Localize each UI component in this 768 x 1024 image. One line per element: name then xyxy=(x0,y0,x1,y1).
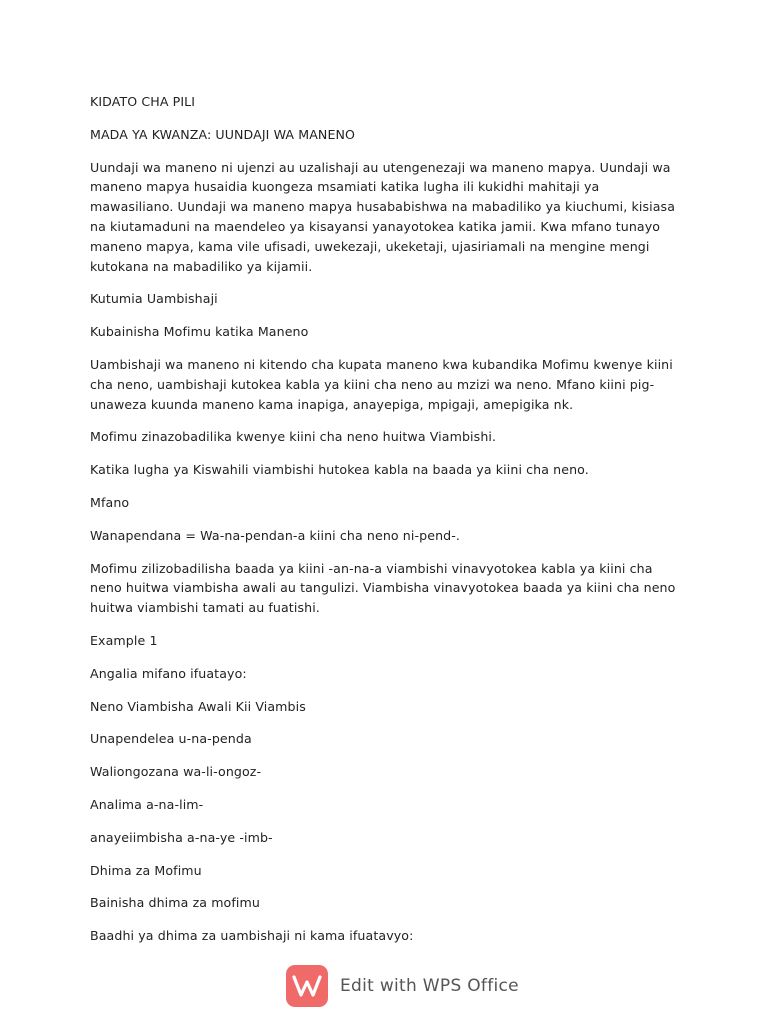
paragraph-prefix-suffix: Mofimu zilizobadilisha baada ya kiini -an-na-a viambishi vinavyotokea kabla ya kiini cha neno huitwa viambisha awali au tangulizi. Viambisha vinavyotokea baada ya kiini cha neno huitwa viambishi tamati au fuatishi. xyxy=(90,560,676,616)
table-header-line: Neno Viambisha Awali Kii Viambis xyxy=(90,698,306,714)
subheading-functions: Dhima za Mofimu xyxy=(90,862,202,878)
label-example-1: Example 1 xyxy=(90,632,158,648)
label-example: Mfano xyxy=(90,494,130,510)
wps-edit-label[interactable]: Edit with WPS Office xyxy=(340,976,519,996)
paragraph-affix-position: Katika lugha ya Kiswahili viambishi hutokea kabla na baada ya kiini cha neno. xyxy=(90,462,589,478)
subheading-morphemes: Kubainisha Mofimu katika Maneno xyxy=(90,324,309,340)
example-line: Wanapendana = Wa-na-pendan-a kiini cha neno ni-pend-. xyxy=(90,527,461,543)
subheading-affixation: Kutumia Uambishaji xyxy=(90,291,218,307)
heading-topic: MADA YA KWANZA: UUNDAJI WA MANENO xyxy=(90,126,356,142)
example-row: Analima a-na-lim- xyxy=(90,796,204,812)
paragraph-affixes-definition: Mofimu zinazobadilika kwenye kiini cha neno huitwa Viambishi. xyxy=(90,429,497,445)
paragraph-intro: Uundaji wa maneno ni ujenzi au uzalishaji au utengenezaji wa maneno mapya. Uundaji wa maneno mapya husaidia kuongeza msamiati katika lugha ili kukidhi mahitaji ya mawasiliano. Uundaji wa maneno mapya husababishwa na mabadiliko ya kiuchumi, kisiasa na kiutamaduni na maendeleo ya kisayansi yanayotokea katika jamii. Kwa mfano tunayo maneno mapya, kama vile ufisadi, uwekezaji, ukeketaji, ujasiriamali na mengine mengi kutokana na mabadiliko ya kijamii. xyxy=(90,159,676,274)
example-row: Unapendelea u-na-penda xyxy=(90,731,252,747)
wps-logo-icon[interactable] xyxy=(286,965,328,1007)
heading-class: KIDATO CHA PILI xyxy=(90,94,196,109)
wps-edit-banner[interactable] xyxy=(286,964,519,1008)
instruction-line: Angalia mifano ifuatayo: xyxy=(90,665,247,681)
example-row: anayeiimbisha a-na-ye -imb- xyxy=(90,829,273,845)
paragraph-affixation: Uambishaji wa maneno ni kitendo cha kupata maneno kwa kubandika Mofimu kwenye kiini cha neno, uambishaji kutokea kabla ya kiini cha neno au mzizi wa neno. Mfano kiini pig- unaweza kuunda maneno kama inapiga, anayepiga, mpigaji, amepigika nk. xyxy=(90,356,673,412)
paragraph-functions-intro: Baadhi ya dhima za uambishaji ni kama ifuatavyo: xyxy=(90,928,414,944)
instruction-functions: Bainisha dhima za mofimu xyxy=(90,895,260,911)
document-body xyxy=(90,92,680,959)
example-row: Waliongozana wa-li-ongoz- xyxy=(90,764,262,780)
